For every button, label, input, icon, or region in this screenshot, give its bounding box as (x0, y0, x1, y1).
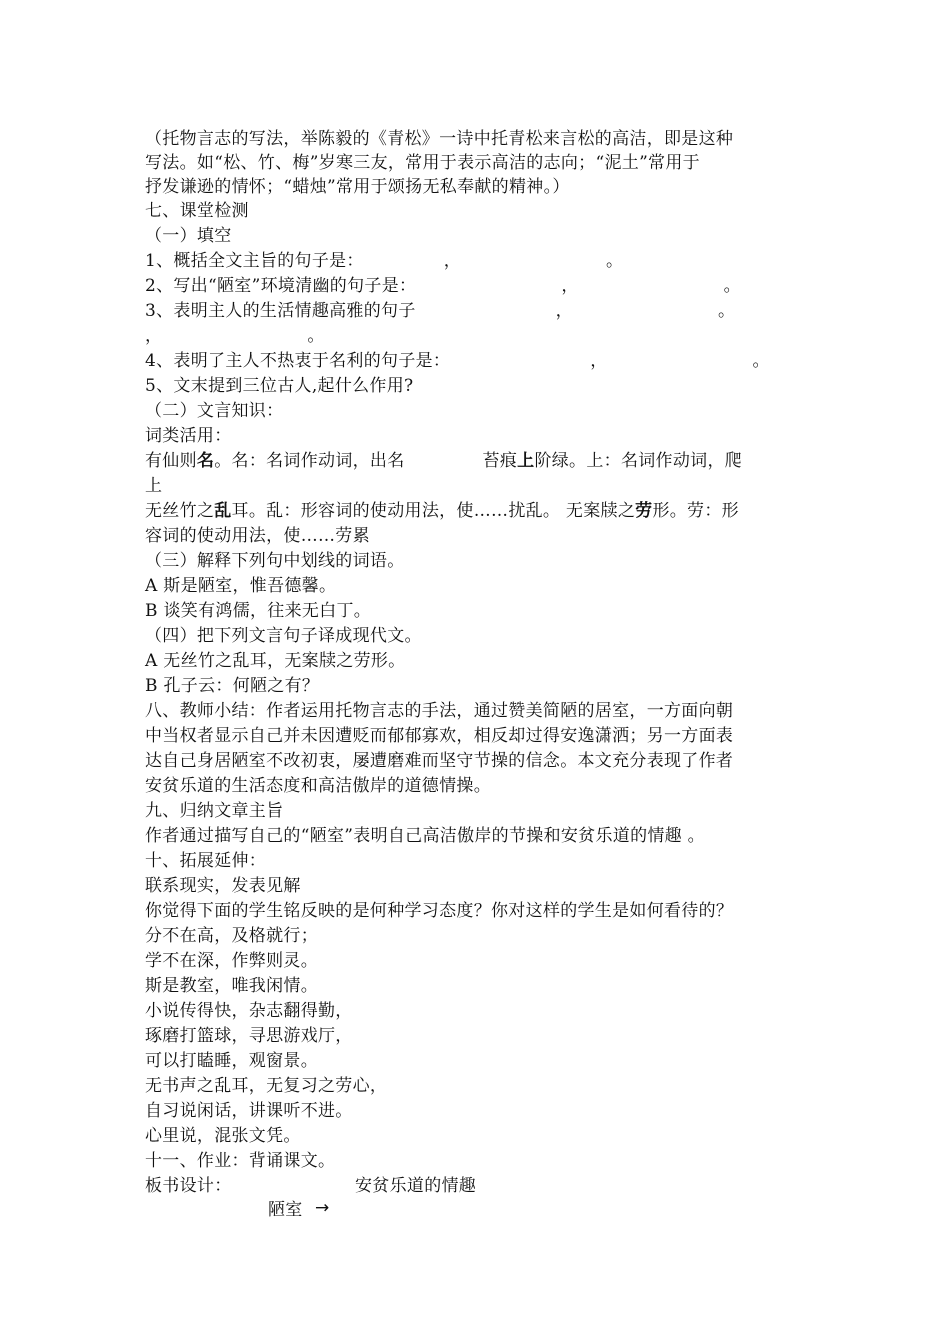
text-line: A 斯是陋室，惟吾德馨。 (145, 576, 337, 596)
fill-blank-3: 3、表明主人的生活情趣高雅的句子 ， 。 (145, 301, 736, 321)
word-usage-line: 有仙则名。名：名词作动词，出名 苔痕上阶绿。上：名词作动词，爬 (145, 451, 743, 471)
poem-line: 无书声之乱耳，无复习之劳心， (145, 1076, 388, 1096)
poem-line: 自习说闲话，讲课听不进。 (145, 1101, 353, 1121)
section-heading: 九、归纳文章主旨 (145, 801, 284, 821)
fill-blank-3-cont: ， 。 (145, 326, 325, 346)
text-line: B 谈笑有鸿儒，往来无白丁。 (145, 601, 372, 621)
section-heading: 七、课堂检测 (145, 201, 249, 221)
board-design-theme: 安贫乐道的情趣 (355, 1176, 477, 1196)
text-line: 抒发谦逊的情怀；“蜡烛”常用于颂扬无私奉献的精神。） (145, 177, 570, 197)
text-line: 中当权者显示自己并未因遭贬而郁郁寡欢，相反却过得安逸潇洒；另一方面表 (145, 726, 734, 746)
poem-line: 琢磨打篮球，寻思游戏厅， (145, 1026, 353, 1046)
text-line: 你觉得下面的学生铭反映的是何种学习态度？你对这样的学生是如何看待的？ (145, 901, 734, 921)
arrow-right-icon: → (315, 1198, 330, 1218)
poem-line: 心里说，混张文凭。 (145, 1126, 301, 1146)
text-line: 作者通过描写自己的“陋室”表明自己高洁傲岸的节操和安贫乐道的情趣 。 (145, 826, 705, 846)
word-usage-line: 无丝竹之乱耳。乱：形容词的使动用法，使……扰乱。 无案牍之劳形。劳：形 (145, 501, 739, 521)
text-line: 安贫乐道的生活态度和高洁傲岸的道德情操。 (145, 776, 491, 796)
poem-line: 斯是教室，唯我闲情。 (145, 976, 318, 996)
subsection-heading: （三）解释下列句中划线的词语。 (145, 551, 405, 571)
text-line: B 孔子云：何陋之有？ (145, 676, 320, 696)
board-design-label: 板书设计： (145, 1176, 232, 1196)
section-heading: 十、拓展延伸： (145, 851, 267, 871)
text-line: A 无丝竹之乱耳，无案牍之劳形。 (145, 651, 406, 671)
text-line: （托物言志的写法，举陈毅的《青松》一诗中托青松来言松的高洁，即是这种 (145, 129, 734, 149)
section-heading: 八、教师小结：作者运用托物言志的手法，通过赞美简陋的居室，一方面向朝 (145, 701, 734, 721)
text-line: 写法。如“松、竹、梅”岁寒三友，常用于表示高洁的志向；“泥土”常用于 (145, 153, 700, 173)
section-heading: 十一、作业：背诵课文。 (145, 1151, 336, 1171)
text-line: 达自己身居陋室不改初衷，屡遭磨难而坚守节操的信念。本文充分表现了作者 (145, 751, 734, 771)
board-design-room: 陋室 (268, 1200, 303, 1220)
subsection-heading: （二）文言知识： (145, 401, 284, 421)
fill-blank-4: 4、表明了主人不热衷于名利的句子是： ， 。 (145, 351, 770, 371)
question-5: 5、文末提到三位古人,起什么作用? (145, 376, 414, 396)
text-line: 词类活用： (145, 426, 232, 446)
text-line: 上 (145, 476, 163, 496)
subsection-heading: （四）把下列文言句子译成现代文。 (145, 626, 422, 646)
fill-blank-1: 1、概括全文主旨的句子是： ， 。 (145, 251, 624, 271)
poem-line: 可以打瞌睡，观窗景。 (145, 1051, 318, 1071)
poem-line: 学不在深，作弊则灵。 (145, 951, 318, 971)
poem-line: 分不在高，及格就行； (145, 926, 318, 946)
fill-blank-2: 2、写出“陋室”环境清幽的句子是： ， 。 (145, 276, 741, 296)
subsection-heading: （一）填空 (145, 226, 232, 246)
text-line: 容词的使动用法，使……劳累 (145, 526, 370, 546)
poem-line: 小说传得快，杂志翻得勤， (145, 1001, 353, 1021)
text-line: 联系现实，发表见解 (145, 876, 301, 896)
